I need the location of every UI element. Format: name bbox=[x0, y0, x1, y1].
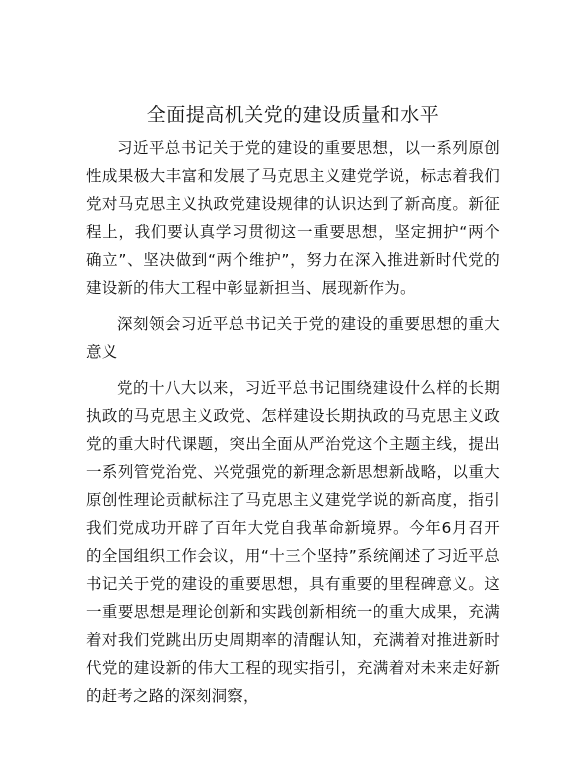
section-heading: 深刻领会习近平总书记关于党的建设的重要思想的重大意义 bbox=[86, 315, 500, 361]
document-title: 全面提高机关党的建设质量和水平 bbox=[146, 104, 440, 126]
document-body bbox=[86, 134, 500, 718]
body-paragraph-intro: 习近平总书记关于党的建设的重要思想，以一系列原创性成果极大丰富和发展了马克思主义建党学说，标志着我们党对马克思主义执政党建设规律的认识达到了新高度。新征程上，我们要认真学习贯彻这一重要思想，坚定拥护“两个确立”、坚决做到“两个维护”，努力在深入推进新时代党的建设新的伟大工程中彰显新担当、展现新作为。 bbox=[86, 139, 500, 297]
body-paragraph-section: 党的十八大以来，习近平总书记围绕建设什么样的长期执政的马克思主义政党、怎样建设长期执政的马克思主义政党的重大时代课题，突出全面从严治党这个主题主线，提出一系列管党治党、兴党强党的新理念新思想新战略，以重大原创性理论贡献标注了马克思主义建党学说的新高度，指引我们党成功开辟了百年大党自我革命新境界。今年6月召开的全国组织工作会议，用“十三个坚持”系统阐述了习近平总书记关于党的建设的重要思想，具有重要的里程碑意义。这一重要思想是理论创新和实践创新相统一的重大成果，充满着对我们党跳出历史周期率的清醒认知，充满着对推进新时代党的建设新的伟大工程的现实指引，充满着对未来走好新的赶考之路的深刻洞察， bbox=[86, 379, 500, 705]
